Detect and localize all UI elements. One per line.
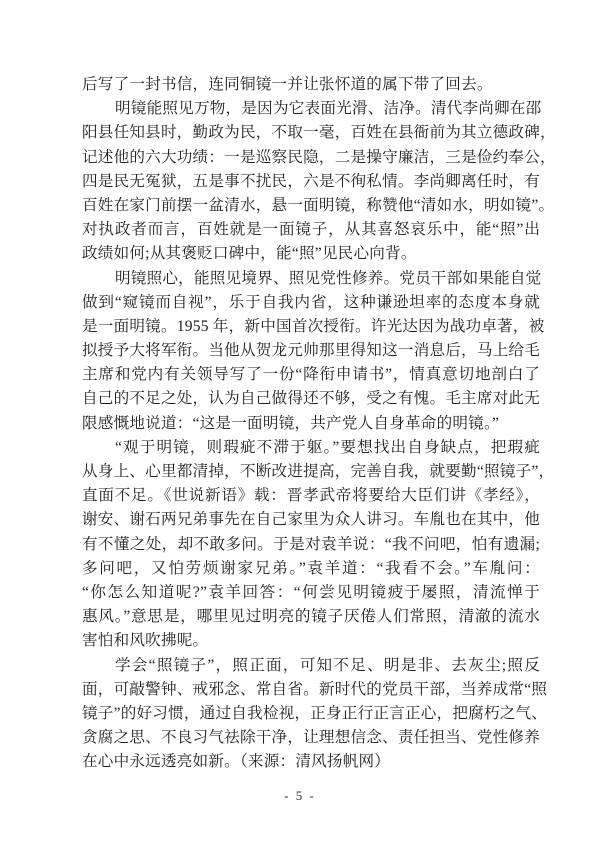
text-line-02: 明镜能照见万物，是因为它表面光滑、洁净。清代李尚卿在邵 xyxy=(115,100,542,118)
text-line-18: 直面不足。《世说新语》载：晋孝武帝将要给大臣们讲《孝经》， xyxy=(82,487,540,505)
text-line-21: 多问吧，又怕劳烦谢家兄弟。”袁羊道：“我看不会。”车胤问： xyxy=(82,559,540,577)
text-line-03: 阳县任知县时，勤政为民，不取一毫，百姓在县衙前为其立德政碑， xyxy=(82,124,556,142)
text-line-29: 在心中永远透亮如新。（来源：清风扬帆网） xyxy=(82,753,391,771)
text-line-08: 政绩如何;从其褒贬口碑中，能“照”见民心向背。 xyxy=(82,245,417,263)
text-line-01: 后写了一封书信，连同铜镜一并让张怀道的属下带了回去。 xyxy=(82,76,493,93)
text-line-28: 贪腐之思、不良习气祛除干净，让理想信念、责任担当、党性修养 xyxy=(82,729,541,747)
text-line-19: 谢安、谢石两兄弟事先在自己家里为众人讲习。车胤也在其中，他 xyxy=(82,511,541,529)
text-line-10: 做到“窥镜而自视”，乐于自我内省，这种谦逊坦率的态度本身就 xyxy=(82,293,540,311)
text-line-05: 四是民无冤狱，五是事不扰民，六是不徇私情。李尚卿离任时，有 xyxy=(82,172,541,190)
text-line-15: 限感慨地说道：“这是一面明镜，共产党人自身革命的明镜。” xyxy=(82,414,500,432)
text-line-06: 百姓在家门前摆一盆清水，悬一面明镜，称赞他“清如水，明如镜”。 xyxy=(82,196,555,214)
text-line-26: 面，可敲警钟、戒邪念、常自省。新时代的党员干部，当养成常“照 xyxy=(82,680,548,698)
text-line-20: 有不懂之处，却不敢多问。于是对袁羊说：“我不问吧，怕有遗漏; xyxy=(82,535,540,553)
text-line-14: 自己的不足之处，认为自己做得还不够，受之有愧。毛主席对此无 xyxy=(82,390,541,408)
text-line-12: 拟授予大将军衔。当他从贺龙元帅那里得知这一消息后，马上给毛 xyxy=(82,342,541,360)
text-line-09: 明镜照心，能照见境界、照见党性修养。党员干部如果能自觉 xyxy=(115,269,542,287)
text-line-25: 学会“照镜子”，照正面，可知不足、明是非、去灰尘;照反 xyxy=(115,656,540,674)
text-line-11: 是一面明镜。1955 年，新中国首次授衔。许光达因为战功卓著，被 xyxy=(82,317,545,335)
text-line-24: 害怕和风吹拂呢。 xyxy=(82,632,209,650)
body-text xyxy=(82,73,556,774)
page-number: - 5 - xyxy=(284,788,316,803)
text-line-16: “观于明镜，则瑕疵不滞于躯。”要想找出自身缺点，把瑕疵 xyxy=(115,438,540,456)
text-line-23: 惠风。”意思是，哪里见过明亮的镜子厌倦人们常照，清澈的流水 xyxy=(82,608,540,626)
text-line-04: 记述他的六大功绩：一是巡察民隐，二是操守廉洁，三是俭约奉公， xyxy=(82,148,556,166)
text-line-22: “你怎么知道呢?”袁羊回答：“何尝见明镜疲于屡照，清流惮于 xyxy=(82,583,540,601)
text-line-17: 从身上、心里都清掉，不断改进提高，完善自我，就要勤“照镜子”， xyxy=(82,463,555,480)
text-line-27: 镜子”的好习惯，通过自我检视，正身正行正言正心，把腐朽之气、 xyxy=(82,704,548,722)
text-line-13: 主席和党内有关领导写了一份“降衔申请书”，情真意切地剖白了 xyxy=(82,366,540,384)
text-line-07: 对执政者而言，百姓就是一面镜子，从其喜怒哀乐中，能“照”出 xyxy=(82,221,540,239)
